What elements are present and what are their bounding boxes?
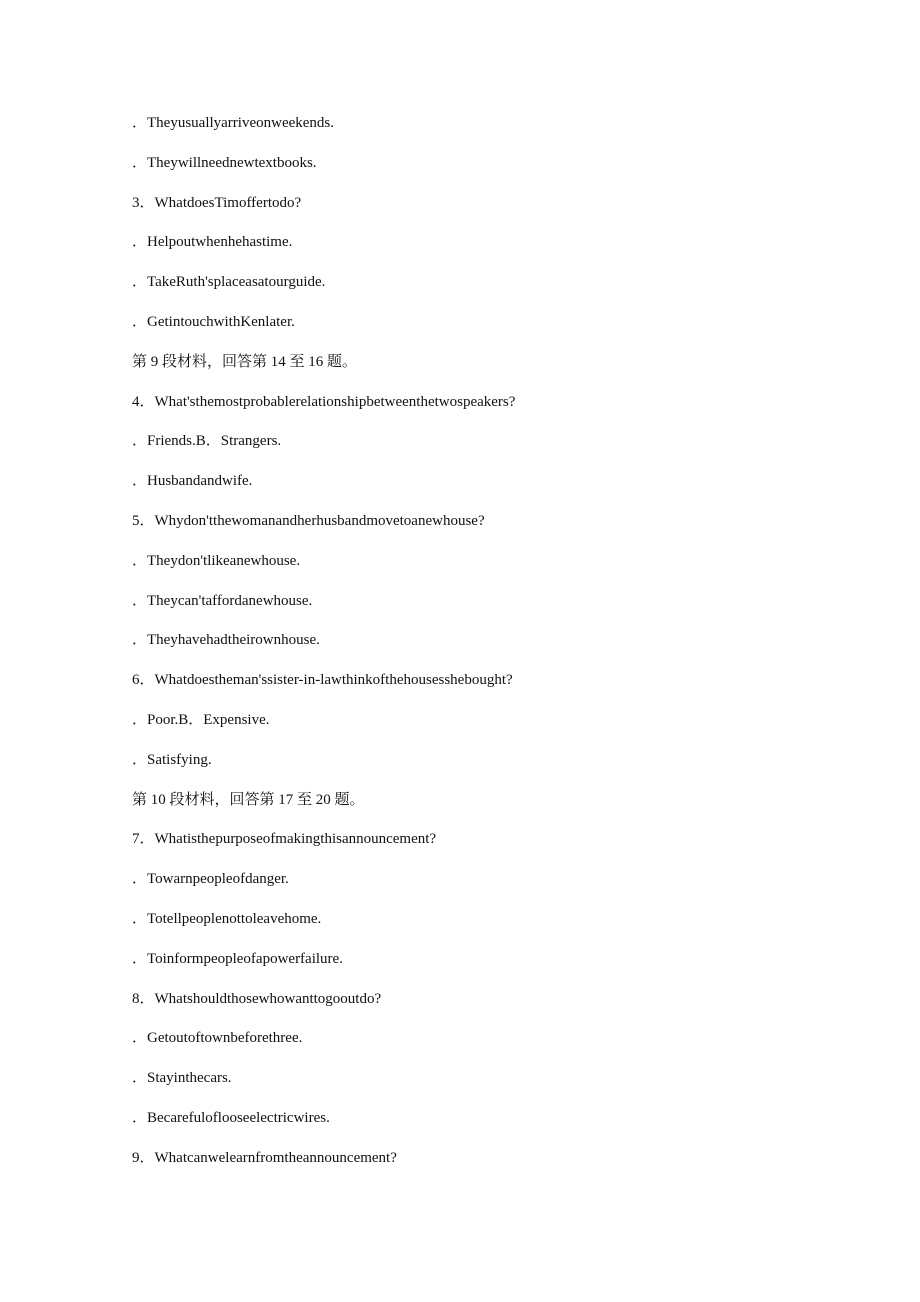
section-heading: 第 9 段材料，回答第 14 至 16 题。	[132, 353, 358, 370]
answer-option: ．Theywillneednewtextbooks.	[132, 154, 317, 171]
answer-option: ．Theyhavehadtheirownhouse.	[132, 632, 320, 649]
question-9: 9．Whatcanwelearnfromtheannouncement?	[132, 1149, 397, 1166]
question-7: 7．Whatisthepurposeofmakingthisannouncement?	[132, 831, 437, 848]
answer-option: ．Theycan'taffordanewhouse.	[132, 592, 313, 609]
answer-option: ．Getoutoftownbeforethree.	[132, 1030, 303, 1047]
answer-option: ．Theydon'tlikeanewhouse.	[132, 552, 301, 569]
answer-option: ．GetintouchwithKenlater.	[132, 313, 295, 330]
question-8: 8．Whatshouldthosewhowanttogooutdo?	[132, 990, 382, 1007]
document-body	[132, 110, 832, 1185]
question-5: 5．Whydon'tthewomanandherhusbandmovetoanewhouse?	[132, 512, 485, 529]
answer-option: ．Poor.B．Expensive.	[132, 711, 270, 728]
section-heading: 第 10 段材料，回答第 17 至 20 题。	[132, 791, 365, 808]
question-3: 3．WhatdoesTimoffertodo?	[132, 194, 302, 211]
answer-option: ．Becarefuloflooseelectricwires.	[132, 1109, 330, 1126]
answer-option: ．Totellpeoplenottoleavehome.	[132, 910, 322, 927]
answer-option: ．Husbandandwife.	[132, 473, 253, 490]
answer-option: ．Theyusuallyarriveonweekends.	[132, 115, 335, 131]
question-4: 4．What'sthemostprobablerelationshipbetweenthetwospeakers?	[132, 393, 516, 410]
answer-option: ．Satisfying.	[132, 751, 212, 768]
answer-option: ．Toinformpeopleofapowerfailure.	[132, 950, 343, 967]
answer-option: ．Towarnpeopleofdanger.	[132, 871, 289, 888]
answer-option: ．Friends.B．Strangers.	[132, 433, 282, 450]
answer-option: ．Stayinthecars.	[132, 1070, 232, 1087]
answer-option: ．TakeRuth'splaceasatourguide.	[132, 274, 326, 291]
question-6: 6．Whatdoestheman'ssister-in-lawthinkofthehousesshebought?	[132, 672, 513, 689]
answer-option: ．Helpoutwhenhehastime.	[132, 234, 293, 251]
